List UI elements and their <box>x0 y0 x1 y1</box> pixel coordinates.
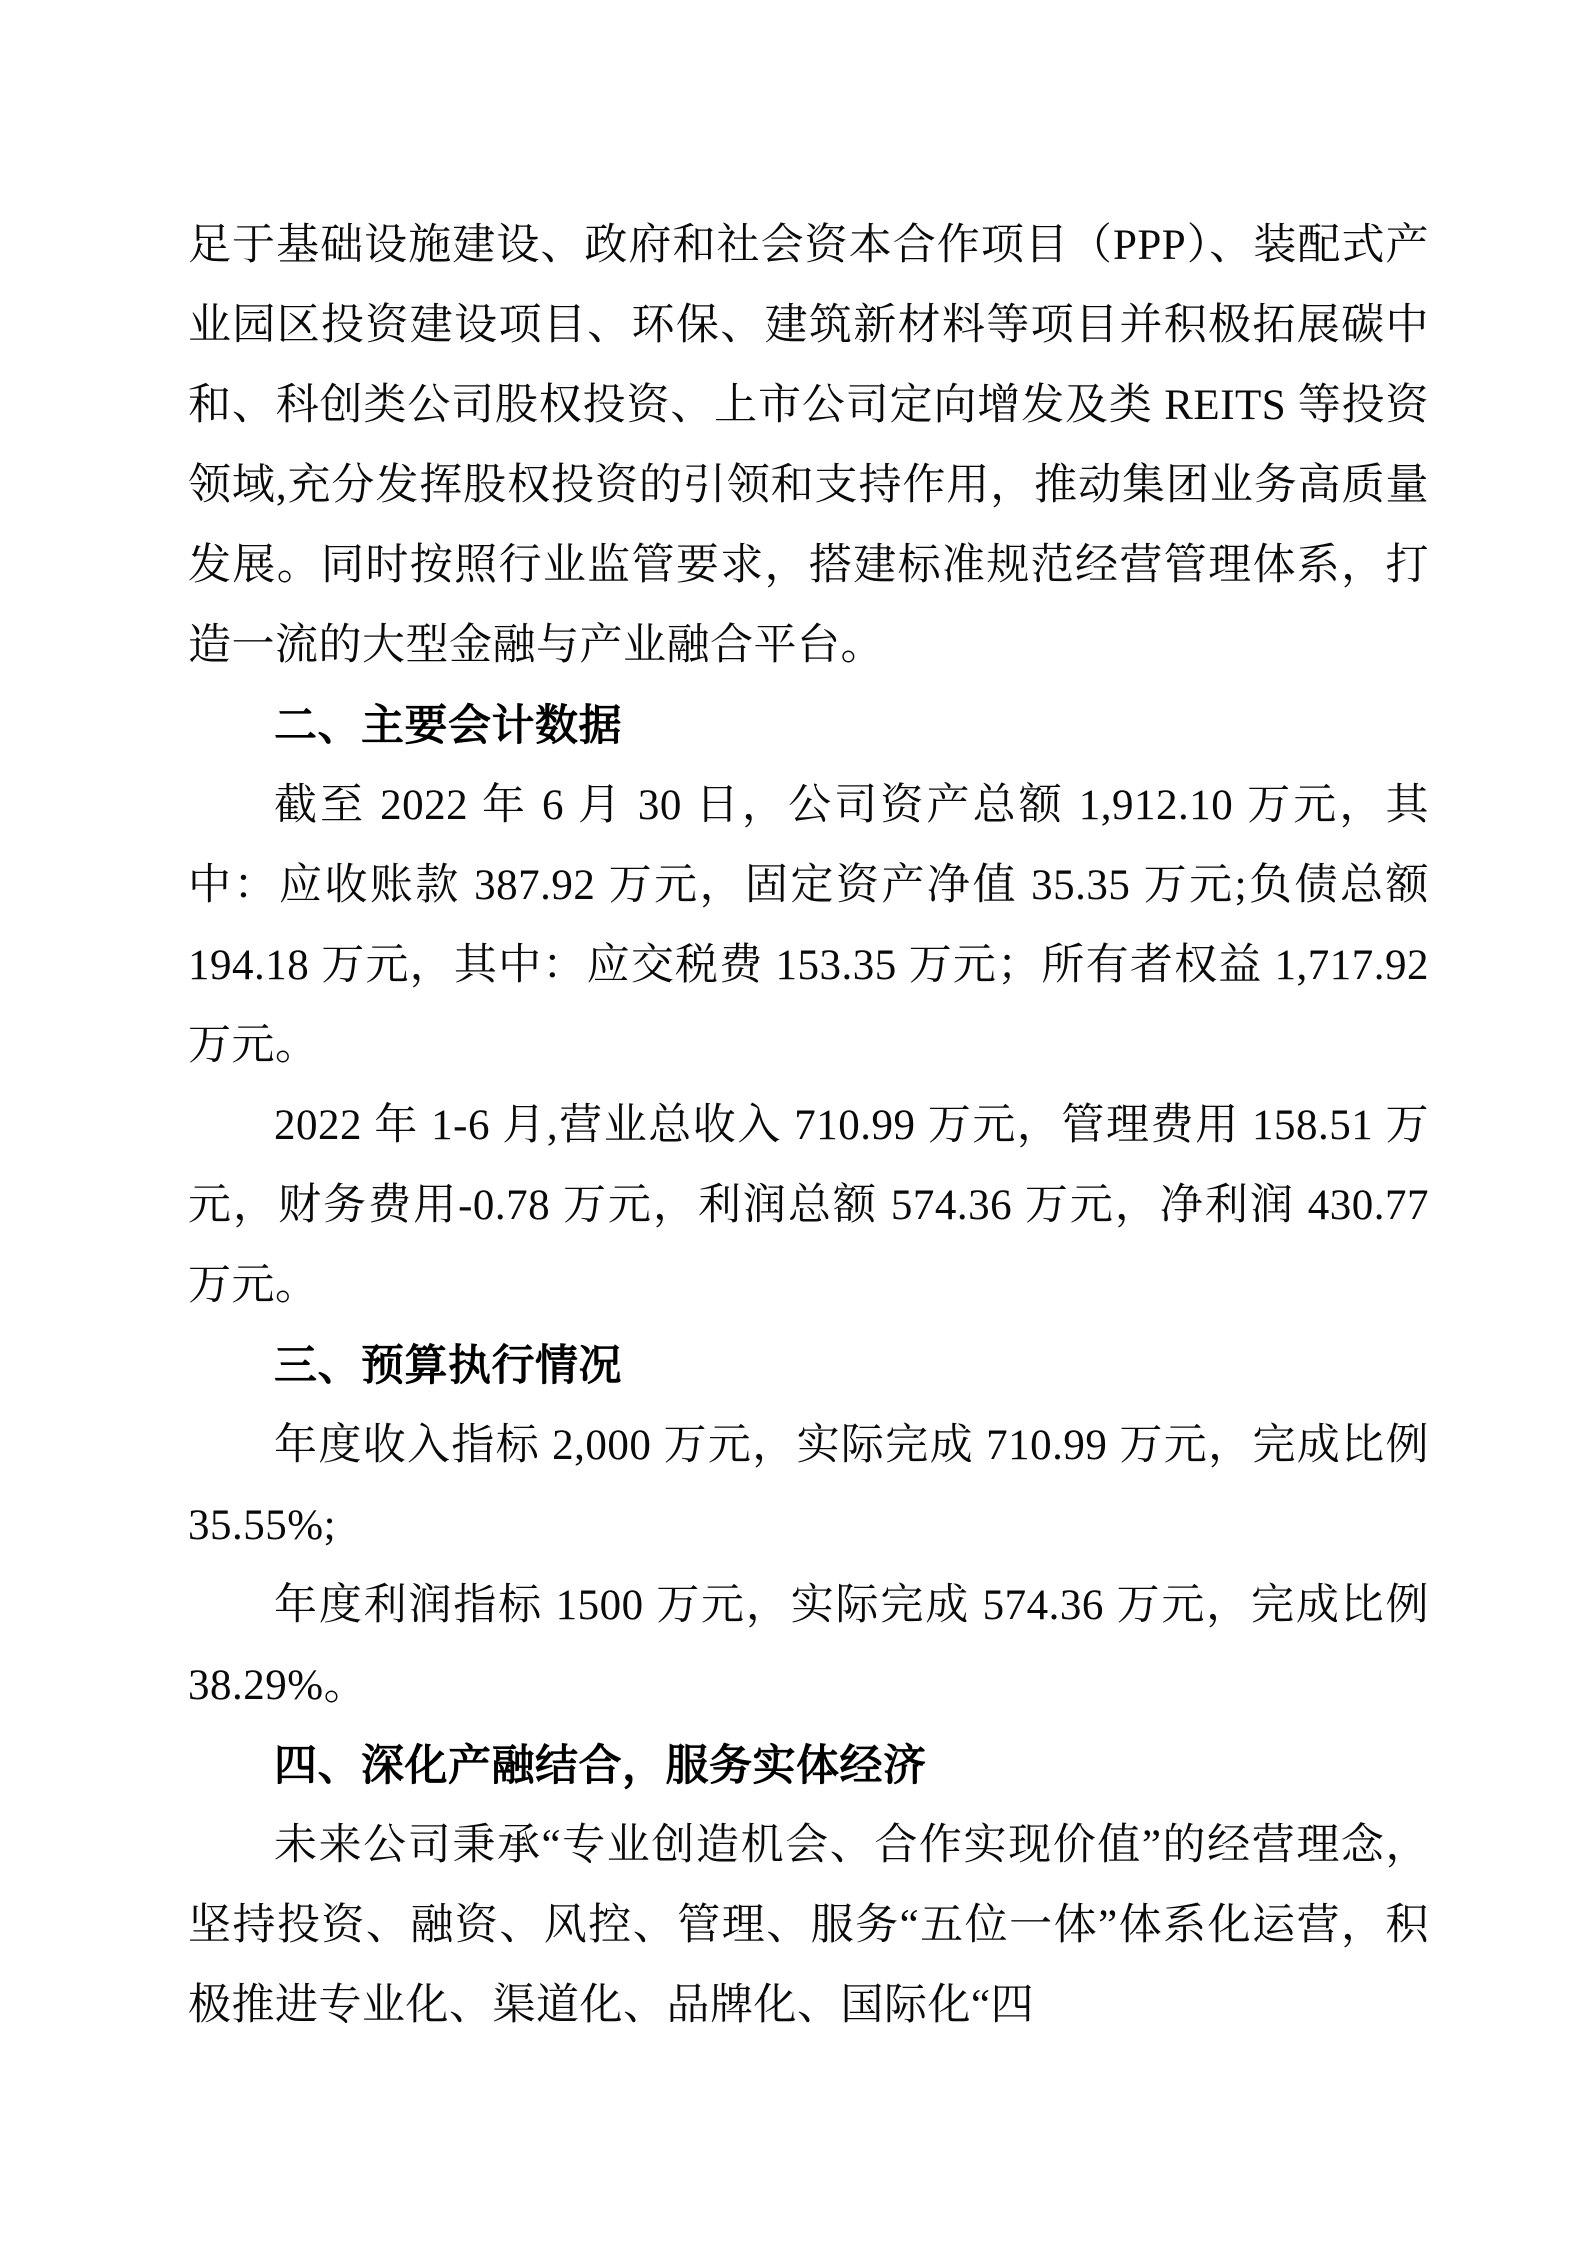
section-heading-budget-execution: 三、预算执行情况 <box>274 1342 622 1390</box>
section-heading-accounting-data: 二、主要会计数据 <box>274 702 622 750</box>
paragraph-future-strategy: 未来公司秉承“专业创造机会、合作实现价值”的经营理念，坚持投资、融资、风控、管理、服务“五位一体”体系化运营，积极推进专业化、渠道化、品牌化、国际化“四 <box>188 1822 1429 2029</box>
section-heading-industry-finance-integration: 四、深化产融结合，服务实体经济 <box>274 1742 927 1790</box>
paragraph-income-statement: 2022 年 1-6 月,营业总收入 710.99 万元，管理费用 158.51 万元，财务费用-0.78 万元，利润总额 574.36 万元，净利润 430.77 万元。 <box>188 1102 1429 1309</box>
paragraph-profit-target: 年度利润指标 1500 万元，实际完成 574.36 万元，完成比例 38.29%。 <box>188 1582 1429 1709</box>
continuation-paragraph: 足于基础设施建设、政府和社会资本合作项目（PPP）、装配式产业园区投资建设项目、环保、建筑新材料等项目并积极拓展碳中和、科创类公司股权投资、上市公司定向增发及类 REITS 等投资领域,充分发挥股权投资的引领和支持作用，推动集团业务高质量发展。同时按照行业监管要求，搭建标准规范经营管理体系，打造一流的大型金融与产业融合平台。 <box>188 222 1429 669</box>
paragraph-balance-sheet: 截至 2022 年 6 月 30 日，公司资产总额 1,912.10 万元，其中：应收账款 387.92 万元，固定资产净值 35.35 万元;负债总额 194.18 万元，其中：应交税费 153.35 万元；所有者权益 1,717.92 万元。 <box>188 782 1429 1069</box>
paragraph-revenue-target: 年度收入指标 2,000 万元，实际完成 710.99 万元，完成比例 35.55%; <box>188 1422 1429 1549</box>
